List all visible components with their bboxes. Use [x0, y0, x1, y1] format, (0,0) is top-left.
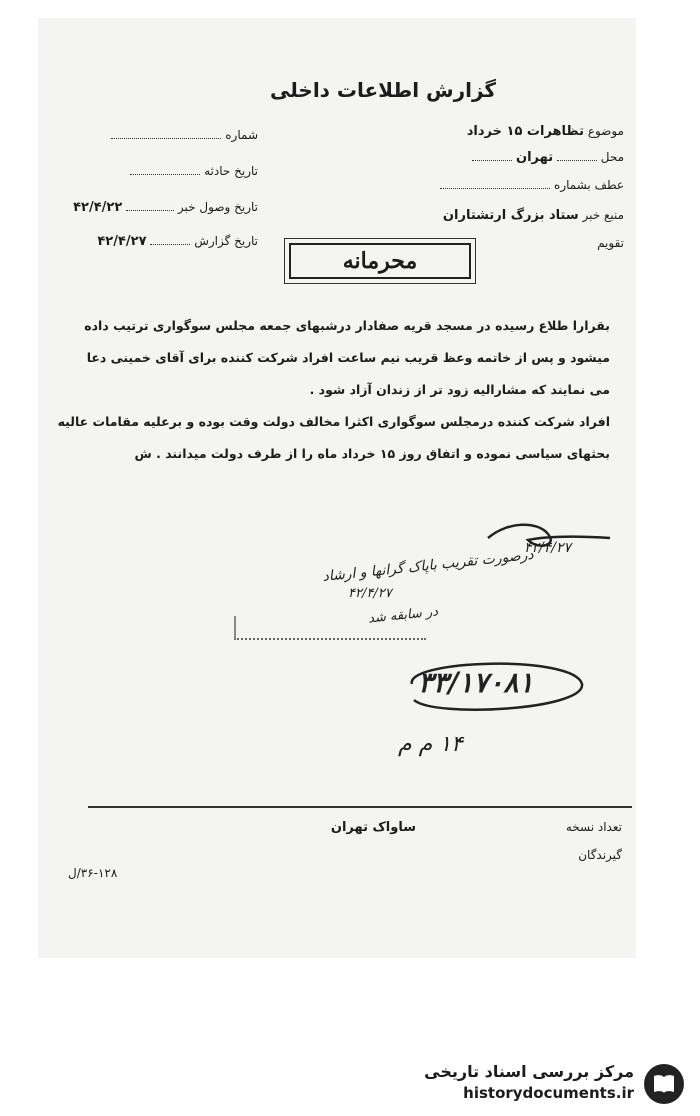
classification-stamp: [284, 238, 476, 284]
copies-label: تعداد نسخه: [565, 820, 622, 834]
divider-line: [88, 806, 632, 808]
faint-stamp-line: [234, 616, 426, 640]
recipients-value: ساواک تهران: [330, 820, 416, 835]
body-line-3: می نمایند که مشارالیه زود تر از زندان آزاد شود .: [309, 382, 610, 397]
report-date-field: [58, 234, 258, 249]
document-page: [38, 18, 636, 958]
body-line-5: بحثهای سیاسی نموده و اتفاق روز ۱۵ خرداد ماه را از طرف دولت میدانند . ش: [134, 446, 610, 461]
body-line-4: افراد شرکت کننده درمجلس سوگواری اکثرا مخالف دولت وقت بوده و برعلیه مقامات عالیه: [57, 414, 610, 429]
body-line-1: بقرارا طلاع رسیده در مسجد قریه صفادار درشبهای جمعه مجلس سوگواری ترتیب داده: [84, 318, 610, 333]
classification-stamp-text: محرمانه: [289, 243, 471, 279]
handwritten-date-note: ۴۲/۴/۲۷: [524, 540, 572, 556]
incident-date-field: [58, 164, 258, 178]
received-date-value: ۴۲/۴/۲۲: [73, 200, 123, 215]
handwritten-note-line-1: درصورت تقریب باپاک گرانها و ارشاد: [321, 546, 535, 586]
book-icon: [642, 1062, 686, 1106]
source-label: منبع خبر: [582, 208, 624, 222]
watermark-logo: [390, 1060, 690, 1108]
source-value: ستاد بزرگ ارتشتاران: [442, 208, 579, 223]
reference-field: [378, 178, 624, 192]
subject-value: تظاهرات ۱۵ خرداد: [466, 124, 584, 139]
watermark-org-name: مرکز بررسی اسناد تاریخی: [424, 1062, 634, 1081]
recipients-label: گیرندگان: [578, 848, 622, 862]
copies-field: [438, 820, 622, 834]
body-line-2: میشود و پس از خاتمه وعظ قریب نیم ساعت افراد شرکت کننده برای آقای خمینی دعا: [86, 350, 610, 365]
incident-date-label: تاریخ حادثه: [204, 164, 258, 178]
received-date-label: تاریخ وصول خبر: [177, 200, 258, 214]
handwritten-file-number: ۳۳/۱۷۰۸۱: [418, 666, 534, 699]
report-date-label: تاریخ گزارش: [194, 234, 258, 248]
place-field: [378, 150, 624, 165]
received-date-field: [58, 200, 258, 215]
handwritten-note-line-2: ۴۲/۴/۲۷: [348, 586, 392, 601]
subject-field: [378, 124, 624, 139]
place-value: تهران: [515, 150, 554, 165]
reference-label: عطف بشماره: [554, 178, 624, 192]
watermark-website: historydocuments.ir: [463, 1084, 634, 1102]
source-field: [378, 208, 624, 223]
subject-label: موضوع: [587, 124, 624, 138]
evaluation-label: تقویم: [597, 236, 624, 250]
handwritten-initials: ۱۴ م م: [398, 732, 463, 757]
report-date-value: ۴۲/۴/۲۷: [97, 234, 147, 249]
doc-code: ۳۶-۱۲۸/ل: [68, 866, 118, 880]
recipients-field: [438, 848, 622, 862]
number-field: [58, 128, 258, 142]
report-title: گزارش اطلاعات داخلی: [270, 78, 497, 102]
number-label: شماره: [225, 128, 258, 142]
handwritten-note-line-3: در سابقه شد: [367, 604, 439, 627]
place-label: محل: [600, 150, 624, 164]
